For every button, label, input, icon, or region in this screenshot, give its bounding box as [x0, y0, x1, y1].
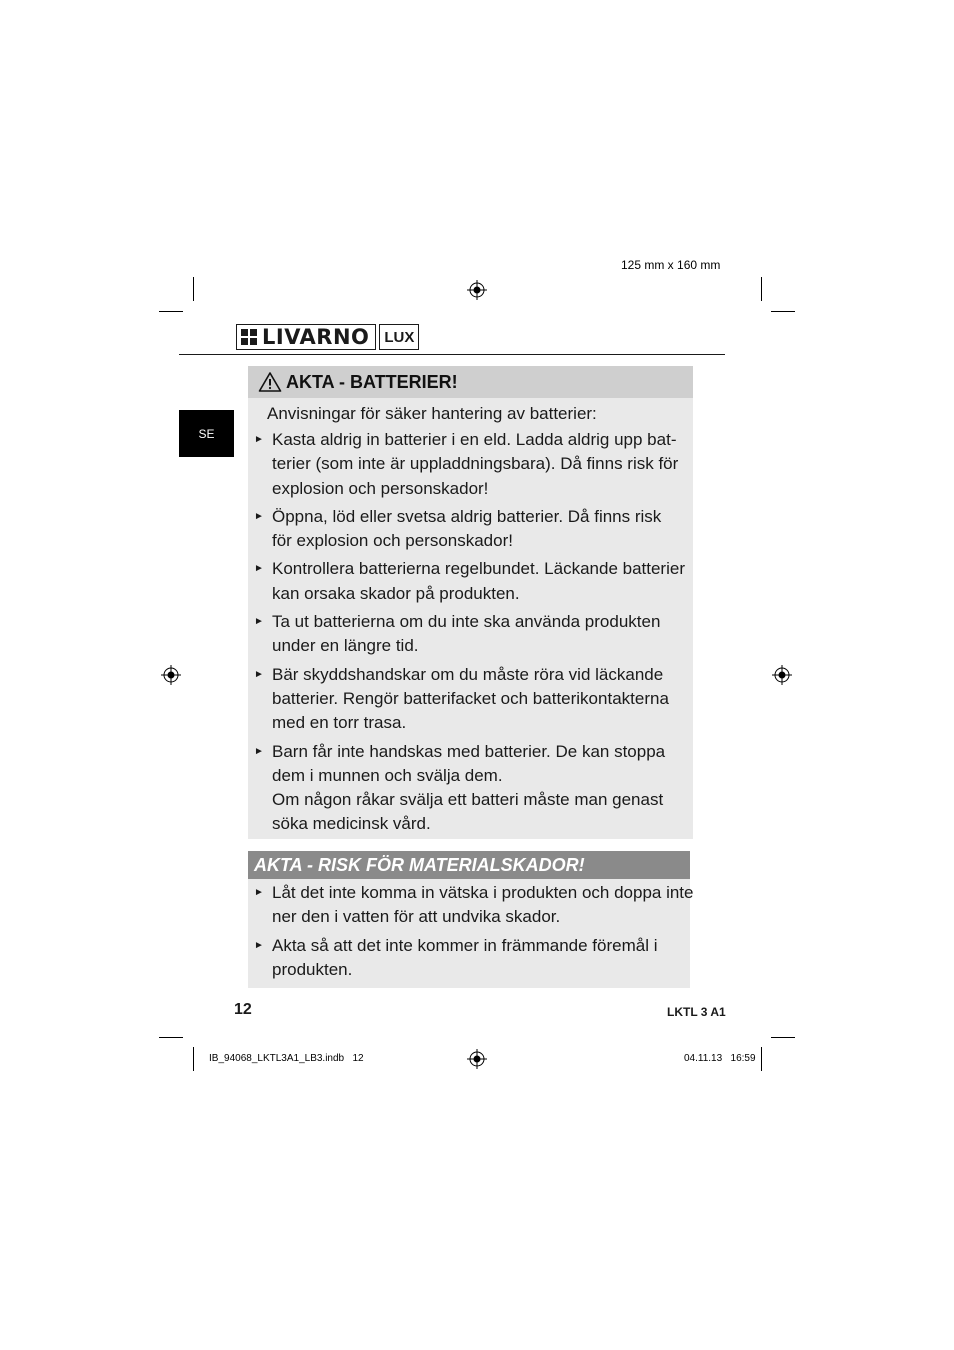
registration-mark-icon [467, 280, 487, 300]
list-item-text: Akta så att det inte kommer in främmande föremål i [272, 935, 658, 955]
intro-text: Anvisningar för säker hantering av batterier: [267, 404, 597, 423]
logo-squares-icon [241, 329, 257, 345]
list-item-text: med en torr trasa. [272, 713, 407, 733]
section-title: AKTA - RISK FÖR MATERIALSKADOR! [254, 854, 585, 875]
list-item [254, 505, 694, 554]
language-tab: SE [179, 410, 234, 457]
crop-mark [193, 1047, 194, 1071]
list-item-text: dem i munnen och svälja dem. [272, 765, 503, 785]
list-item-text: Barn får inte handskas med batterier. De kan stoppa [272, 741, 666, 761]
list-item [254, 740, 694, 837]
list-item [254, 428, 694, 501]
arrow-right-icon: ► [254, 616, 264, 628]
crop-mark [771, 311, 795, 312]
list-item [254, 557, 694, 606]
registration-mark-icon [161, 665, 181, 685]
crop-mark [761, 277, 762, 301]
section-title: AKTA - BATTERIER! [286, 371, 458, 392]
arrow-right-icon: ► [254, 745, 264, 757]
list-item [254, 663, 694, 736]
brand-logo [236, 324, 419, 350]
list-item-text: Låt det inte komma in vätska i produkten och doppa inte [272, 883, 694, 902]
list-item-text: kan orsaka skador på produkten. [272, 583, 520, 603]
footer-date-info: 04.11.13 16:59 [684, 1053, 756, 1064]
registration-mark-icon [467, 1049, 487, 1069]
list-item-text: terier (som inte är uppladdningsbara). Då finns risk för [272, 454, 679, 474]
arrow-right-icon: ► [254, 668, 264, 680]
page-format-label: 125 mm x 160 mm [621, 258, 721, 272]
list-item-text: Kasta aldrig in batterier i en eld. Ladda aldrig upp bat- [272, 430, 677, 449]
crop-mark [193, 277, 194, 301]
header-rule [179, 354, 725, 355]
list-item-text: för explosion och personskador! [272, 531, 513, 551]
battery-warning-list [254, 428, 694, 841]
list-item-text: Om någon råkar svälja ett batteri måste man genast [272, 790, 664, 810]
registration-mark-icon [772, 665, 792, 685]
list-item-text: batterier. Rengör batterifacket och batterikontakterna [272, 688, 669, 708]
list-item-text: Kontrollera batterierna regelbundet. Läckande batterier [272, 559, 685, 579]
arrow-right-icon: ► [254, 887, 264, 898]
warning-triangle-icon [258, 371, 282, 393]
list-item-text: under en längre tid. [272, 636, 419, 656]
arrow-right-icon: ► [254, 563, 264, 575]
crop-mark [159, 311, 183, 312]
crop-mark [159, 1037, 183, 1038]
footer-file-info: IB_94068_LKTL3A1_LB3.indb 12 [209, 1053, 364, 1064]
arrow-right-icon: ► [254, 510, 264, 522]
model-number: LKTL 3 A1 [667, 1005, 726, 1019]
logo-livarno [236, 324, 376, 350]
list-item [254, 934, 694, 983]
arrow-right-icon: ► [254, 939, 264, 951]
list-item [254, 881, 694, 930]
material-damage-list [254, 881, 694, 986]
list-item-text: Ta ut batterierna om du inte ska använda produkten [272, 612, 661, 632]
list-item-text: Bär skyddshandskar om du måste röra vid läckande [272, 664, 664, 684]
logo-brand-text: LIVARNO [262, 325, 370, 349]
list-item-text: explosion och personskador! [272, 478, 489, 498]
material-damage-header [248, 851, 690, 879]
battery-warning-header [248, 366, 693, 398]
crop-mark [761, 1047, 762, 1071]
list-item [254, 610, 694, 659]
logo-lux: LUX [379, 324, 419, 350]
page-number: 12 [234, 1001, 252, 1018]
list-item-text: söka medicinsk vård. [272, 814, 431, 834]
list-item-text: Öppna, löd eller svetsa aldrig batterier. Då finns risk [272, 506, 662, 526]
arrow-right-icon: ► [254, 434, 264, 445]
crop-mark [771, 1037, 795, 1038]
list-item-text: ner den i vatten för att undvika skador. [272, 907, 561, 927]
list-item-text: produkten. [272, 959, 353, 979]
